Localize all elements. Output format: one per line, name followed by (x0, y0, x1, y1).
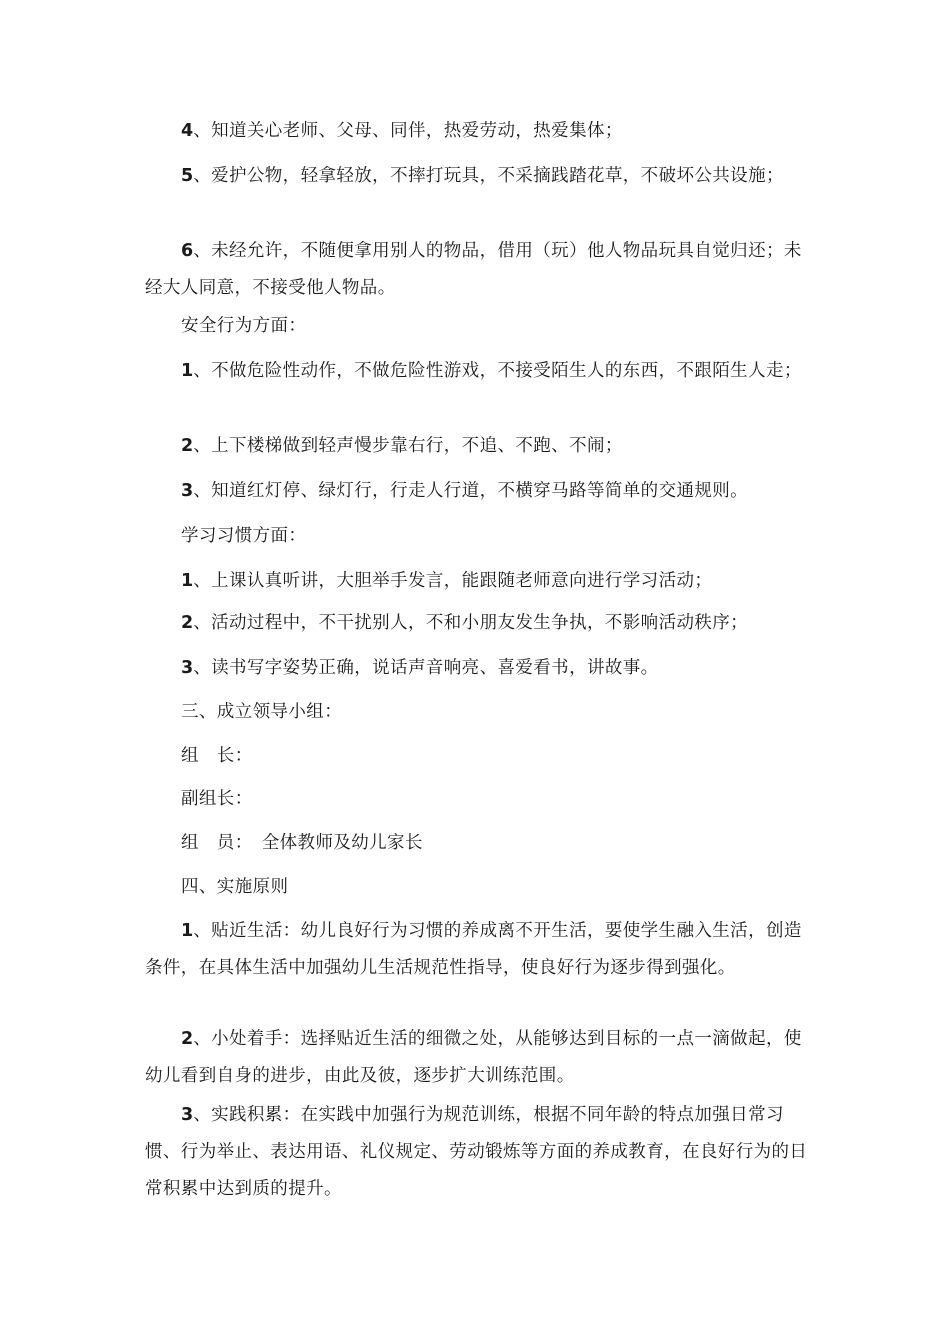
item-number: 2 (181, 436, 194, 456)
paragraph-principle-1 (145, 913, 810, 987)
item-number: 3 (181, 658, 194, 678)
heading-text: 安全行为方面： (181, 316, 307, 336)
paragraph-safety-2 (145, 428, 810, 465)
section-heading-safety (145, 308, 810, 345)
paragraph-principle-2 (145, 1021, 810, 1095)
section-heading-study (145, 518, 810, 555)
item-number: 2 (181, 1029, 194, 1049)
paragraph-text: 、爱护公物，轻拿轻放，不摔打玩具，不采摘践踏花草，不破坏公共设施； (193, 166, 784, 186)
paragraph-text: 、读书写字姿势正确，说话声音响亮、喜爱看书，讲故事。 (193, 658, 659, 678)
paragraph-text: 、活动过程中，不干扰别人，不和小朋友发生争执，不影响活动秩序； (193, 613, 749, 633)
leader-line (145, 738, 810, 775)
heading-text: 四、实施原则 (181, 877, 289, 897)
item-number: 3 (181, 1105, 194, 1125)
paragraph-text: 、贴近生活：幼儿良好行为习惯的养成离不开生活，要使学生融入生活，创造条件，在具体生活中加强幼儿生活规范性指导，使良好行为逐步得到强化。 (145, 921, 802, 978)
paragraph-text: 、实践积累：在实践中加强行为规范训练，根据不同年龄的特点加强日常习惯、行为举止、表达用语、礼仪规定、劳动锻炼等方面的养成教育，在良好行为的日常积累中达到质的提升。 (145, 1105, 808, 1199)
paragraph-safety-3 (145, 473, 810, 510)
paragraph-text: 、知道关心老师、父母、同伴，热爱劳动，热爱集体； (193, 121, 623, 141)
paragraph-item-5 (145, 158, 810, 195)
heading-text: 三、成立领导小组： (181, 702, 343, 722)
deputy-leader-label: 副组长： (181, 789, 253, 809)
item-number: 3 (181, 481, 194, 501)
item-number: 2 (181, 613, 194, 633)
paragraph-item-6 (145, 233, 810, 307)
item-number: 1 (181, 571, 194, 591)
paragraph-text: 、知道红灯停、绿灯行，行走人行道，不横穿马路等简单的交通规则。 (193, 481, 749, 501)
paragraph-study-2 (145, 605, 810, 642)
paragraph-text: 、不做危险性动作，不做危险性游戏，不接受陌生人的东西，不跟陌生人走； (193, 361, 802, 381)
item-number: 4 (181, 121, 194, 141)
item-number: 1 (181, 921, 194, 941)
heading-text: 学习习惯方面： (181, 526, 307, 546)
paragraph-text: 、小处着手：选择贴近生活的细微之处，从能够达到目标的一点一滴做起，使幼儿看到自身的进步，由此及彼，逐步扩大训练范围。 (145, 1029, 802, 1086)
deputy-leader-line (145, 781, 810, 818)
paragraph-text: 、上下楼梯做到轻声慢步靠右行，不追、不跑、不闹； (193, 436, 623, 456)
paragraph-principle-3 (145, 1097, 810, 1208)
paragraph-safety-1 (145, 353, 810, 390)
paragraph-study-3 (145, 650, 810, 687)
item-number: 5 (181, 166, 194, 186)
members-label: 组 员： 全体教师及幼儿家长 (181, 833, 423, 853)
item-number: 6 (181, 241, 194, 261)
paragraph-text: 、未经允许，不随便拿用别人的物品，借用（玩）他人物品玩具自觉归还；未经大人同意，不接受他人物品。 (145, 241, 802, 298)
leader-label: 组 长： (181, 746, 253, 766)
paragraph-item-4 (145, 113, 810, 150)
section-heading-leadership (145, 694, 810, 731)
item-number: 1 (181, 361, 194, 381)
paragraph-study-1 (145, 563, 810, 600)
section-heading-principles (145, 869, 810, 906)
members-line (145, 825, 810, 862)
paragraph-text: 、上课认真听讲，大胆举手发言，能跟随老师意向进行学习活动； (193, 571, 713, 591)
